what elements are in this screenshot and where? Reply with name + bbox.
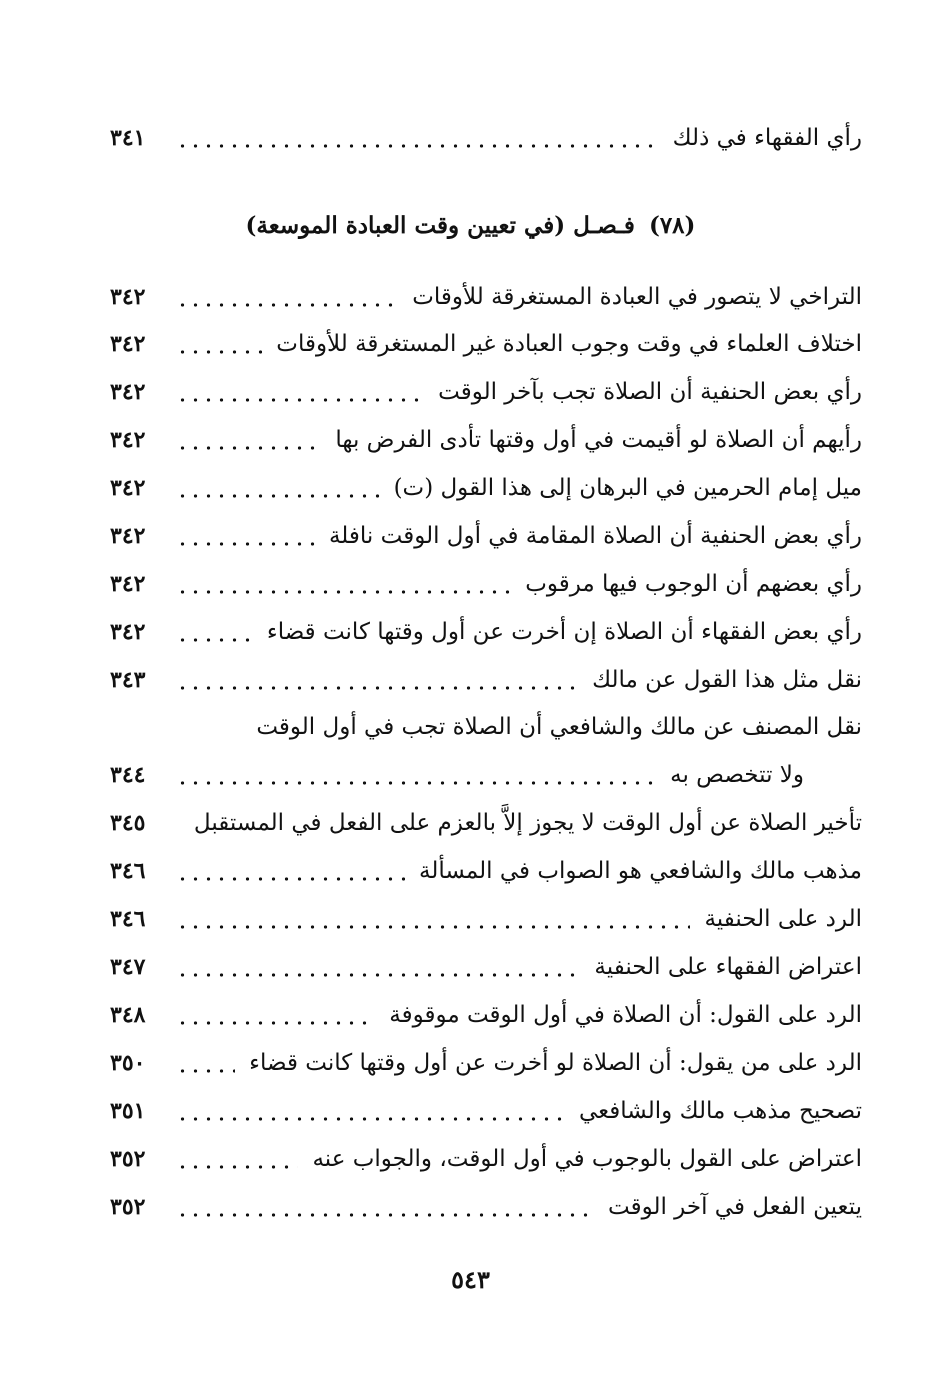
- leader-dots: [176, 899, 690, 939]
- entry-title: رأي بعض الفقهاء أن الصلاة إن أخرت عن أول وقتها كانت قضاء: [266, 619, 862, 645]
- toc-entry: [110, 372, 862, 412]
- leader-dots: [176, 1139, 298, 1179]
- entry-page-number: ٣٤١: [110, 125, 146, 151]
- entry-title: ميل إمام الحرمين في البرهان إلى هذا القول (ت): [393, 475, 862, 501]
- entry-page-number: ٣٤٣: [110, 667, 146, 693]
- entry-page-number: ٣٤٢: [110, 284, 146, 310]
- entry-page-number: ٣٥٢: [110, 1194, 146, 1220]
- footer-page-number: ٥٤٣: [451, 1265, 490, 1294]
- entry-title: رأيهم أن الصلاة لو أقيمت في أول وقتها تأدى الفرض بها: [335, 427, 862, 453]
- toc-entry: [110, 1091, 862, 1131]
- toc-entry: [110, 277, 862, 317]
- entry-page-number: ٣٤٢: [110, 571, 146, 597]
- toc-entry: [110, 516, 862, 556]
- entry-title: تأخير الصلاة عن أول الوقت لا يجوز إلاَّ بالعزم على الفعل في المستقبل: [193, 810, 862, 836]
- entry-page-number: ٣٤٢: [110, 523, 146, 549]
- entry-title: يتعين الفعل في آخر الوقت: [608, 1194, 862, 1220]
- toc-entry-continuation: [110, 755, 862, 795]
- entry-title: اعتراض الفقهاء على الحنفية: [594, 954, 862, 980]
- leader-dots: [176, 660, 578, 700]
- entry-page-number: ٣٥١: [110, 1098, 146, 1124]
- entry-page-number: ٣٥٠: [110, 1050, 146, 1076]
- leader-dots: [176, 947, 580, 987]
- leader-dots: [176, 755, 656, 795]
- leader-dots: [176, 468, 380, 508]
- leader-dots: [176, 277, 398, 317]
- toc-entry: [110, 899, 862, 939]
- toc-entry: [110, 468, 862, 508]
- leader-dots: [176, 851, 405, 891]
- leader-dots: [176, 1091, 565, 1131]
- leader-dots: [176, 1043, 235, 1083]
- entry-title: الرد على القول: أن الصلاة في أول الوقت موقوفة: [389, 1002, 862, 1028]
- entry-title: التراخي لا يتصور في العبادة المستغرقة للأوقات: [412, 284, 862, 310]
- entry-title: نقل المصنف عن مالك والشافعي أن الصلاة تجب في أول الوقت: [256, 714, 862, 740]
- section-heading: [0, 212, 941, 239]
- toc-entry: [110, 324, 862, 364]
- entry-page-number: ٣٤٦: [110, 858, 146, 884]
- entry-page-number: ٣٤٢: [110, 379, 146, 405]
- toc-entry: [110, 947, 862, 987]
- toc-entry: [110, 803, 862, 843]
- entry-page-number: ٣٥٢: [110, 1146, 146, 1172]
- leader-dots: [176, 1187, 594, 1227]
- entry-title: اختلاف العلماء في وقت وجوب العبادة غير المستغرقة للأوقات: [276, 331, 862, 357]
- leader-dots: [176, 420, 321, 460]
- entry-page-number: ٣٤٦: [110, 906, 146, 932]
- toc-entry: [110, 564, 862, 604]
- toc-entry: [110, 851, 862, 891]
- toc-entry: [110, 1139, 862, 1179]
- toc-entry: [110, 1187, 862, 1227]
- leader-dots: [176, 995, 375, 1035]
- entry-title: تصحيح مذهب مالك والشافعي: [578, 1098, 862, 1124]
- leader-dots: [176, 803, 180, 843]
- entry-title: رأي بعض الحنفية أن الصلاة المقامة في أول الوقت نافلة: [328, 523, 862, 549]
- leader-dots: [176, 612, 253, 652]
- section-title: فـصـل (في تعيين وقت العبادة الموسعة): [245, 212, 635, 239]
- entry-page-number: ٣٤٨: [110, 1002, 146, 1028]
- toc-entry: [110, 420, 862, 460]
- entry-page-number: ٣٤٥: [110, 810, 146, 836]
- entry-page-number: ٣٤٧: [110, 954, 146, 980]
- leader-dots: [176, 564, 511, 604]
- toc-entry: [110, 995, 862, 1035]
- entry-title: رأي الفقهاء في ذلك: [672, 125, 862, 151]
- leader-dots: [176, 118, 659, 158]
- toc-entry: [110, 1043, 862, 1083]
- entry-page-number: ٣٤٢: [110, 427, 146, 453]
- entry-title-continued: ولا تتخصص به: [670, 762, 804, 788]
- entry-page-number: ٣٤٢: [110, 331, 146, 357]
- entry-title: مذهب مالك والشافعي هو الصواب في المسألة: [419, 858, 862, 884]
- section-number: (٧٨): [648, 212, 696, 239]
- leader-dots: [176, 324, 262, 364]
- entry-title: نقل مثل هذا القول عن مالك: [592, 667, 862, 693]
- entry-title: الرد على الحنفية: [704, 906, 862, 932]
- leader-dots: [176, 372, 424, 412]
- entry-title: رأي بعضهم أن الوجوب فيها مرقوب: [525, 571, 862, 597]
- entry-page-number: ٣٤٢: [110, 475, 146, 501]
- toc-entry: [110, 612, 862, 652]
- toc-entry: [110, 660, 862, 700]
- entry-title: اعتراض على القول بالوجوب في أول الوقت، والجواب عنه: [312, 1146, 862, 1172]
- entry-title: الرد على من يقول: أن الصلاة لو أخرت عن أول وقتها كانت قضاء: [249, 1050, 862, 1076]
- entry-page-number: ٣٤٢: [110, 619, 146, 645]
- toc-entry: [110, 118, 862, 158]
- entry-title: رأي بعض الحنفية أن الصلاة تجب بآخر الوقت: [438, 379, 862, 405]
- entry-page-number: ٣٤٤: [110, 762, 146, 788]
- leader-dots: [176, 516, 315, 556]
- toc-entry-first-line: [110, 707, 862, 747]
